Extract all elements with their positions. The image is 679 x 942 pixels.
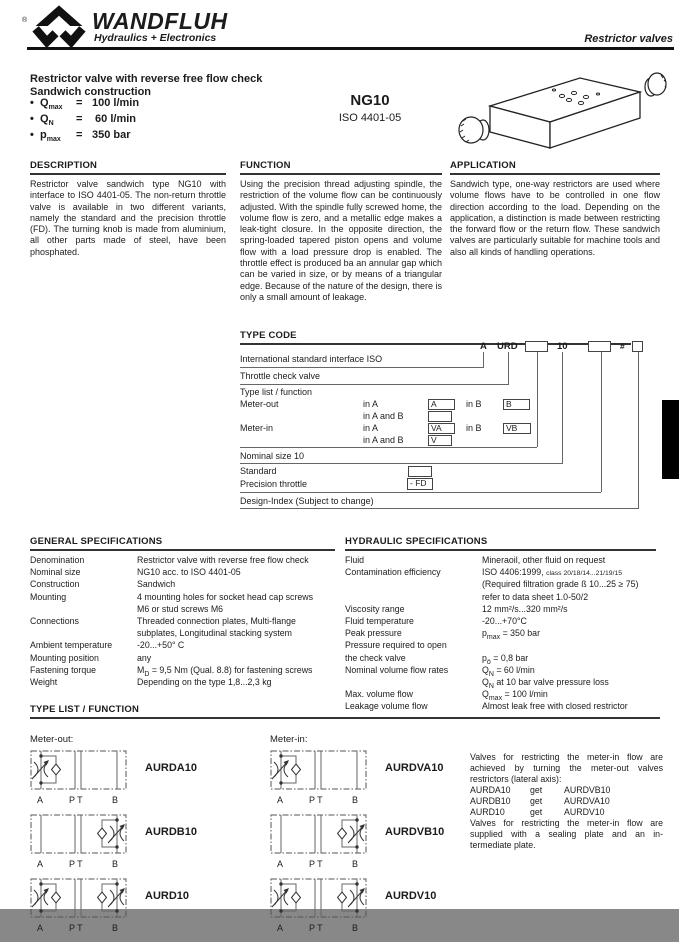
spec-row: Weight Depending on the type 1,8...2,3 kg: [30, 676, 272, 687]
port-label: P T: [309, 859, 323, 869]
type-list-section: [30, 704, 663, 933]
spec-row: M6 or stud screws M6: [137, 603, 224, 614]
valve-type-name: AURDV10: [385, 890, 437, 902]
spec-row: Ambient temperature -20...+50° C: [30, 640, 185, 651]
throttle-check-label: Throttle check valve: [240, 371, 321, 381]
port-label: A: [37, 859, 44, 869]
valve-schematic-icon: [30, 878, 127, 918]
spec-row: Mounting position any: [30, 652, 152, 663]
code-box-v: V: [428, 435, 452, 446]
model-name: NG10: [350, 92, 390, 109]
function-body: Using the precision thread adjusting spindle, the restriction of the volume flow can be continuously adjusted. With the spindle fully screwed home, the volume flow is zero, and a metallic edge makes a leak-tight closure. In the opposite direction, the spring-loaded tapered piston opens and volume flow with a load pressure drop is enabled. The throttle effect is produced ba an annular gap which can be varied in size, or by means of a triangular edge. Because of the nature of the design, there is only a small amount of leakage.: [240, 179, 442, 302]
connector-line: [638, 352, 639, 508]
connector-line: [483, 352, 484, 368]
in-a-label: in A: [363, 423, 379, 433]
mapping-table: [470, 785, 663, 818]
header: [0, 0, 679, 56]
connector-line: [240, 447, 537, 448]
code-family: URD: [497, 341, 518, 352]
valve-schematic-icon: [30, 814, 127, 854]
connector-line: [508, 352, 509, 385]
product-drawing: [458, 66, 666, 158]
in-b-label: in B: [466, 423, 482, 433]
spec-row: (Required filtration grade ß 10...25 ≥ 75): [482, 579, 639, 590]
spec-row: Connections Threaded connection plates, Multi-flange: [30, 615, 296, 626]
code-hash: #: [620, 341, 625, 351]
port-label: P T: [69, 795, 83, 805]
spec-row: Construction Sandwich: [30, 579, 176, 590]
code-variant-box: [588, 341, 611, 352]
port-label: P T: [69, 859, 83, 869]
connector-line: [240, 367, 484, 368]
mapping-row: AURDA10 get AURDVB10: [470, 785, 611, 795]
connector-line: [601, 352, 602, 492]
spec-row: Leakage volume flow Almost leak free with closed restrictor: [345, 701, 628, 712]
valve-port-labels: [30, 795, 127, 806]
valve-diagram: [30, 878, 190, 934]
connector-line: [240, 384, 509, 385]
spec-row: Peak pressure $p_{max} = 350$ bar: [345, 628, 541, 641]
spec-row: refer to data sheet 1.0-50/2: [482, 591, 589, 602]
valve-type-name: AURDB10: [145, 826, 197, 838]
nominal-size-label: Nominal size 10: [240, 451, 305, 461]
meter-out-column-label: Meter-out:: [30, 734, 74, 745]
port-label: B: [112, 923, 119, 933]
note-paragraph-2: Valves for restricting the meter-in flow are supplied with a sealing plate and an in-termediate plate.: [470, 818, 663, 850]
hydraulic-specs-table: [345, 555, 656, 713]
spec-row: Nominal size NG10 acc. to ISO 4401-05: [30, 567, 241, 578]
key-spec-item: • $Q_N$ = 60 l/min: [30, 113, 137, 128]
application-heading: APPLICATION: [450, 160, 660, 175]
spec-row: Nominal volume flow rates $Q_N = 60$ l/min: [345, 664, 535, 678]
standard-code-box: [408, 466, 432, 477]
valve-port-labels: [270, 923, 367, 934]
meter-in-column-label: Meter-in:: [270, 734, 308, 745]
description-body: Restrictor valve sandwich type NG10 with interface to ISO 4401-05. The non-return throttle valve is available in two different variants, namely the standard and the precision throttle (FD). The turning knob is made from aluminium, all other parts made of steel, have been phosphated.: [30, 179, 226, 257]
valve-schematic-icon: [30, 750, 127, 790]
in-a-label: in A: [363, 399, 379, 409]
code-box-va: VA: [428, 423, 455, 434]
valve-diagram: [270, 814, 445, 870]
connector-line: [240, 463, 563, 464]
valve-port-labels: [270, 859, 367, 870]
page-category: Restrictor valves: [584, 33, 673, 45]
general-specs-heading: GENERAL SPECIFICATIONS: [30, 536, 335, 551]
title-line-1: Restrictor valve with reverse free flow check: [30, 73, 263, 85]
application-body: Sandwich type, one-way restrictors are used where volume flows have to be controlled in one flow direction according to the load. Depending on the application, a distinction is made between restricting the forward flow or the return flow. These sandwich valves are particularly suitable for machine tools and also all kinds of handling operations.: [450, 179, 660, 257]
function-heading: FUNCTION: [240, 160, 442, 175]
meter-in-label: Meter-in: [240, 423, 274, 433]
port-label: A: [37, 795, 44, 805]
header-rule: [27, 47, 674, 50]
meter-out-label: Meter-out: [240, 399, 279, 409]
valve-schematic-icon: [270, 750, 367, 790]
spec-row: $Q_N$ at 10 bar valve pressure loss: [482, 676, 609, 690]
port-label: B: [352, 795, 359, 805]
valve-port-labels: [270, 795, 367, 806]
wandfluh-logo-icon: [30, 5, 88, 47]
brand-name: WANDFLUH: [92, 8, 228, 34]
type-code-section: [0, 330, 679, 516]
spec-row: Denomination Restrictor valve with reverse free flow check: [30, 555, 309, 565]
valve-port-labels: [30, 859, 127, 870]
valve-diagram: [30, 814, 197, 870]
key-spec-item: • $p_{max}$ = 350 bar: [30, 129, 131, 144]
connector-line: [240, 492, 601, 493]
port-label: A: [277, 795, 284, 805]
hydraulic-specs: [345, 536, 656, 713]
code-box-b: B: [503, 399, 530, 410]
spec-row: Mounting 4 mounting holes for socket head cap screws: [30, 591, 314, 602]
meter-in-diagrams: [270, 750, 445, 942]
brand-tagline: Hydraulics + Electronics: [94, 32, 217, 44]
valve-diagram: [270, 750, 444, 806]
title-line-2: Sandwich construction: [30, 86, 152, 98]
spec-row: Pressure required to open: [345, 640, 447, 651]
valve-type-name: AURDVB10: [385, 826, 445, 838]
spec-row: Contamination efficiency ISO 4406:1999, class 20/18/14...21/19/15: [345, 567, 623, 578]
code-box-a: A: [428, 399, 455, 410]
type-list-heading: TYPE LIST / FUNCTION: [30, 704, 660, 719]
spec-row: Max. volume flow $Q_{max} = 100$ l/min: [345, 689, 548, 702]
application-section: [450, 160, 660, 258]
port-label: B: [112, 795, 119, 805]
valve-schematic-icon: [270, 878, 367, 918]
general-specs-table: [30, 555, 335, 689]
code-prefix: A: [480, 341, 487, 352]
type-list-label: Type list / function: [240, 387, 313, 397]
code-box-vb: VB: [503, 423, 531, 434]
spec-row: Fluid temperature -20...+70°C: [345, 615, 527, 626]
port-label: A: [277, 923, 284, 933]
standard-label: Standard: [240, 466, 277, 476]
port-label: B: [352, 859, 359, 869]
code-index-box: [632, 341, 643, 352]
model-standard: ISO 4401-05: [338, 112, 402, 124]
spec-row: Fluid Mineraoil, other fluid on request: [345, 555, 606, 565]
valve-type-name: AURDA10: [145, 762, 197, 774]
spec-row: Fastening torque $M_D = 9,5$ Nm (Qual. 8.8) for fastening screws: [30, 664, 313, 678]
precision-label: Precision throttle: [240, 479, 308, 489]
meter-out-diagrams: [30, 750, 197, 942]
key-spec-item: • $Q_{max}$ = 100 l/min: [30, 97, 140, 112]
model-block: [290, 92, 450, 124]
function-section: [240, 160, 442, 303]
in-b-label: in B: [466, 399, 482, 409]
iso-label: International standard interface ISO: [240, 354, 383, 364]
port-label: P T: [69, 923, 83, 933]
type-list-note: [470, 752, 663, 851]
port-label: P T: [309, 923, 323, 933]
type-code-heading: TYPE CODE: [240, 330, 631, 345]
port-label: B: [352, 923, 359, 933]
description-heading: DESCRIPTION: [30, 160, 226, 175]
port-label: A: [37, 923, 44, 933]
description-section: [30, 160, 226, 258]
valve-diagram: [30, 750, 197, 806]
fd-code-box: - FD: [407, 478, 433, 490]
port-label: P T: [309, 795, 323, 805]
spec-row: Viscosity range 12 mm²/s...320 mm²/s: [345, 603, 568, 614]
spec-row: the check valve $p_ö = 0,8$ bar: [345, 652, 529, 666]
in-ab-label: in A and B: [363, 435, 404, 445]
valve-schematic-icon: [270, 814, 367, 854]
code-size: 10: [557, 341, 568, 352]
key-specs-list: [30, 97, 139, 145]
valve-type-name: AURD10: [145, 890, 190, 902]
valve-port-labels: [30, 923, 127, 934]
general-specs: [30, 536, 335, 689]
in-ab-label: in A and B: [363, 411, 404, 421]
code-function-box: [525, 341, 548, 352]
mapping-row: AURDB10 get AURDVA10: [470, 796, 610, 806]
code-box-ab: [428, 411, 452, 422]
hydraulic-specs-heading: HYDRAULIC SPECIFICATIONS: [345, 536, 656, 551]
registered-mark: ®: [22, 17, 28, 24]
port-label: A: [277, 859, 284, 869]
port-label: B: [112, 859, 119, 869]
connector-line: [562, 352, 563, 463]
connector-line: [240, 508, 639, 509]
valve-diagram: [270, 878, 437, 934]
design-index-label: Design-Index (Subject to change): [240, 496, 374, 506]
note-paragraph-1: Valves for restricting the meter-in flow are achieved by turning the meter-out valves restrictors (lateral axis):: [470, 752, 663, 784]
connector-line: [537, 352, 538, 447]
spec-row: subplates, Longitudinal stacking system: [137, 628, 293, 639]
mapping-row: AURD10 get AURDV10: [470, 807, 605, 817]
valve-type-name: AURDVA10: [385, 762, 444, 774]
page-index-tab: [662, 400, 679, 479]
